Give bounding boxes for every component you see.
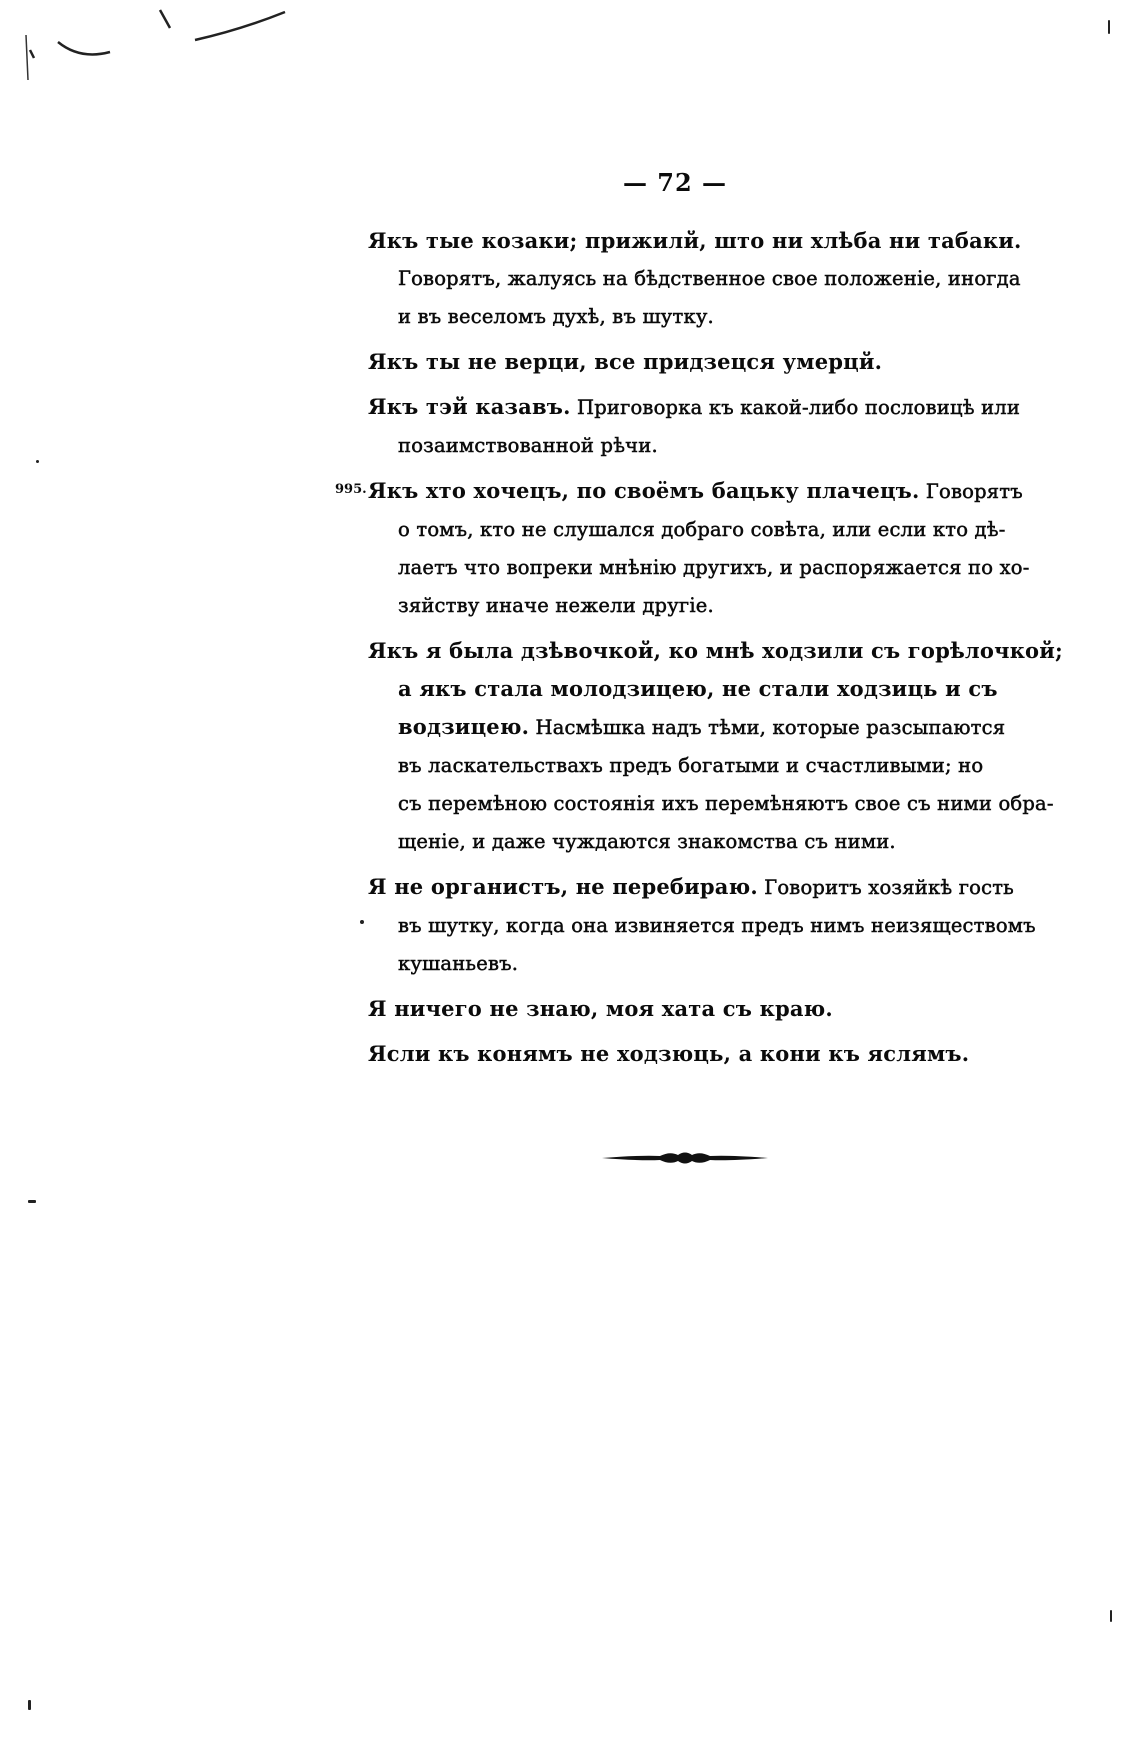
end-ornament xyxy=(600,1148,770,1168)
explanation-text: Говорятъ xyxy=(919,480,1023,503)
proverb-entry xyxy=(368,388,1023,465)
explanation-line: Говорятъ, жалуясь на бѣдственное свое положеніе, иногда xyxy=(398,267,1021,290)
explanation-line: въ ласкательствахъ предъ богатыми и счастливыми; но xyxy=(398,754,984,777)
proverb-line xyxy=(368,632,1063,670)
explanation-text: Говоритъ хозяйкѣ гость xyxy=(757,876,1014,899)
page-number: — 72 — xyxy=(622,168,728,197)
explanation-text: Приговорка къ какой-либо пословицѣ или xyxy=(570,396,1021,419)
explanation-line: позаимствованной рѣчи. xyxy=(398,434,658,457)
entry-number: 995. xyxy=(335,482,367,497)
explanation-line: зяйству иначе нежели другіе. xyxy=(398,594,714,617)
proverb-text: Ясли къ конямъ не ходзюць, а кони къ яслямъ. xyxy=(368,1041,970,1066)
speck xyxy=(28,1200,36,1203)
proverb-text: Якъ я была дзѣвочкой, ко мнѣ ходзили съ горѣлочкой; xyxy=(368,638,1063,663)
proverb-line xyxy=(368,222,1023,260)
proverb-line: а якъ стала молодзицею, не стали ходзиць и съ xyxy=(398,676,998,701)
proverb-text: Я ничего не знаю, моя хата съ краю. xyxy=(368,996,833,1021)
proverb-entry xyxy=(335,472,1030,625)
proverb-text: Якъ тые козаки; прижилй, што ни хлѣба ни табаки. xyxy=(368,228,1022,253)
proverb-entry xyxy=(368,632,1063,861)
speck xyxy=(1110,1610,1112,1622)
speck xyxy=(360,920,364,924)
explanation-line: щеніе, и даже чуждаются знакомства съ ними. xyxy=(398,830,896,853)
proverb-entry xyxy=(368,868,1036,983)
proverb-text: Якъ хто хочецъ, по своёмъ бацьку плачецъ. xyxy=(368,478,920,503)
explanation-line: о томъ, кто не слушался добраго совѣта, или если кто дѣ- xyxy=(398,518,1006,541)
explanation-line: въ шутку, когда она извиняется предъ нимъ неизяществомъ xyxy=(398,914,1036,937)
explanation-line: съ перемѣною состоянія ихъ перемѣняютъ свое съ ними обра- xyxy=(398,792,1054,815)
margin-scratches xyxy=(20,0,320,90)
proverb-entry xyxy=(368,343,1023,381)
speck xyxy=(36,460,39,463)
proverb-line xyxy=(368,1035,1023,1073)
proverb-text: Якъ тэй казавъ. xyxy=(368,394,571,419)
explanation-line: лаетъ что вопреки мнѣнію другихъ, и распоряжается по хо- xyxy=(398,556,1030,579)
proverb-entry xyxy=(368,990,1023,1028)
explanation-line: кушаньевъ. xyxy=(398,952,519,975)
proverb-text: водзицею. xyxy=(398,714,530,739)
proverb-text: Якъ ты не верци, все придзецся умерцй. xyxy=(368,349,883,374)
proverb-entry xyxy=(368,1035,1023,1073)
speck xyxy=(28,1700,31,1710)
proverb-line xyxy=(368,708,1023,747)
proverb-text: Я не органистъ, не перебираю. xyxy=(368,874,758,899)
proverb-entry xyxy=(368,222,1023,336)
proverb-list xyxy=(335,222,1063,1080)
proverb-line xyxy=(368,472,1023,511)
explanation-line: и въ веселомъ духѣ, въ шутку. xyxy=(398,305,714,328)
proverb-line xyxy=(368,868,1023,907)
speck xyxy=(1108,20,1110,34)
explanation-text: Насмѣшка надъ тѣми, которые разсыпаются xyxy=(529,716,1006,739)
proverb-line xyxy=(368,990,1023,1028)
proverb-line xyxy=(368,343,1023,381)
proverb-line xyxy=(368,388,1023,427)
